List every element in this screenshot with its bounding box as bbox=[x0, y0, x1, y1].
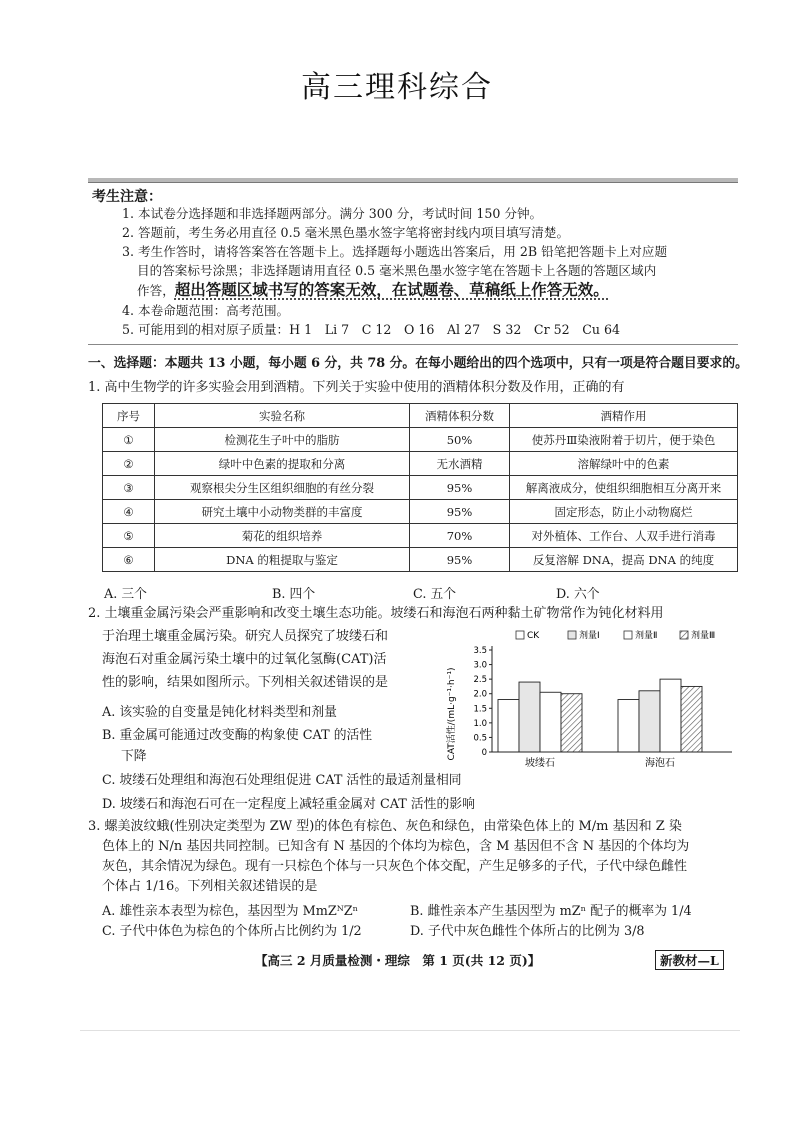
legend-swatch bbox=[624, 631, 632, 639]
q3-stem-1: 3. 螺美波纹蛾(性别决定类型为 ZW 型)的体色有棕色、灰色和绿色，由常染色体上的 M/m 基因和 Z 染 bbox=[88, 819, 682, 834]
section-heading: 一、选择题：本题共 13 小题，每小题 6 分，共 78 分。在每小题给出的四个选项中，只有一项是符合题目要求的。 bbox=[88, 356, 748, 371]
q3-stem-2: 色体上的 N/n 基因共同控制。已知含有 N 基因的个体均为棕色，含 M 基因但不含 N 基因的个体均为 bbox=[102, 839, 690, 854]
table-cell: 95% bbox=[410, 548, 510, 572]
bar bbox=[519, 682, 540, 752]
q1-option-b: B. 四个 bbox=[272, 587, 316, 602]
legend-label: CK bbox=[527, 631, 540, 641]
y-tick-label: 1.5 bbox=[473, 704, 487, 715]
table-header: 酒精作用 bbox=[510, 404, 738, 428]
notice-item-2: 2. 答题前，考生务必用直径 0.5 毫米黑色墨水签字笔将密封线内项目填写清楚。 bbox=[122, 225, 570, 240]
table-cell: 观察根尖分生区组织细胞的有丝分裂 bbox=[155, 476, 410, 500]
x-tick-label: 坡缕石 bbox=[525, 758, 555, 769]
table-cell: 95% bbox=[410, 476, 510, 500]
y-tick-label: 3.0 bbox=[473, 660, 487, 671]
notice-emphasis: 超出答题区域书写的答案无效，在试题卷、草稿纸上作答无效。 bbox=[174, 280, 609, 299]
legend-swatch bbox=[568, 631, 576, 639]
notice-item-3-cont2: 作答，超出答题区域书写的答案无效，在试题卷、草稿纸上作答无效。 bbox=[137, 280, 609, 299]
q1-stem: 1. 高中生物学的许多实验会用到酒精。下列关于实验中使用的酒精体积分数及作用，正确的有 bbox=[88, 380, 625, 395]
chart-bars bbox=[498, 679, 702, 752]
table-cell: 使苏丹Ⅲ染液附着于切片，便于染色 bbox=[510, 428, 738, 452]
q2-stem-3: 海泡石对重金属污染土壤中的过氧化氢酶(CAT)活 bbox=[102, 652, 387, 667]
q2-option-b-cont: 下降 bbox=[121, 749, 147, 764]
q2-stem-1: 2. 土壤重金属污染会严重影响和改变土壤生态功能。坡缕石和海泡石两种黏土矿物常作为钝化材料用 bbox=[88, 606, 664, 621]
chart-legend bbox=[516, 629, 715, 641]
y-tick-label: 0 bbox=[481, 748, 487, 758]
table-cell: ⑥ bbox=[103, 548, 155, 572]
chart-y-axis bbox=[473, 646, 492, 758]
table-cell: ② bbox=[103, 452, 155, 476]
table-cell: 反复溶解 DNA，提高 DNA 的纯度 bbox=[510, 548, 738, 572]
q1-table bbox=[102, 403, 738, 572]
table-header: 酒精体积分数 bbox=[410, 404, 510, 428]
table-row bbox=[103, 548, 738, 572]
table-cell: 无水酒精 bbox=[410, 452, 510, 476]
table-cell: 溶解绿叶中的色素 bbox=[510, 452, 738, 476]
chart-x-axis bbox=[492, 752, 732, 769]
q2-option-a: A. 该实验的自变量是钝化材料类型和剂量 bbox=[102, 705, 337, 720]
table-row bbox=[103, 500, 738, 524]
q2-stem-2: 于治理土壤重金属污染。研究人员探究了坡缕石和 bbox=[102, 629, 389, 644]
bar bbox=[540, 692, 561, 752]
table-cell: 95% bbox=[410, 500, 510, 524]
bar bbox=[639, 691, 660, 752]
table-cell: ⑤ bbox=[103, 524, 155, 548]
q3-option-d: D. 子代中灰色雌性个体所占的比例为 3/8 bbox=[410, 924, 645, 939]
legend-label: 剂量Ⅱ bbox=[635, 631, 658, 641]
legend-swatch bbox=[516, 631, 524, 639]
q2-option-d: D. 坡缕石和海泡石可在一定程度上减轻重金属对 CAT 活性的影响 bbox=[102, 797, 475, 812]
notice-item-5: 5. 可能用到的相对原子质量：H 1 Li 7 C 12 O 16 Al 27 S 32 Cr 52 Cu 64 bbox=[122, 322, 620, 337]
table-header: 实验名称 bbox=[155, 404, 410, 428]
table-cell: 70% bbox=[410, 524, 510, 548]
notice-item-1: 1. 本试卷分选择题和非选择题两部分。满分 300 分，考试时间 150 分钟。 bbox=[122, 206, 543, 221]
chart-y-label: CAT活性/(mL·g⁻¹·h⁻¹) bbox=[447, 667, 457, 761]
bar bbox=[618, 700, 639, 752]
q1-option-d: D. 六个 bbox=[556, 587, 600, 602]
q3-option-c: C. 子代中体色为棕色的个体所占比例约为 1/2 bbox=[102, 924, 362, 939]
table-header-row bbox=[103, 404, 738, 428]
table-cell: 菊花的组织培养 bbox=[155, 524, 410, 548]
bottom-scan-line bbox=[80, 1030, 740, 1031]
table-row bbox=[103, 476, 738, 500]
header-rule bbox=[88, 178, 738, 183]
q2-option-b: B. 重金属可能通过改变酶的构象使 CAT 的活性 bbox=[102, 728, 373, 743]
table-header: 序号 bbox=[103, 404, 155, 428]
page-title: 高三理科综合 bbox=[301, 70, 493, 105]
y-tick-label: 3.5 bbox=[473, 646, 487, 656]
q2-option-c: C. 坡缕石处理组和海泡石处理组促进 CAT 活性的最适剂量相同 bbox=[102, 773, 462, 788]
y-tick-label: 2.5 bbox=[473, 675, 487, 686]
table-cell: 50% bbox=[410, 428, 510, 452]
table-cell: DNA 的粗提取与鉴定 bbox=[155, 548, 410, 572]
table-cell: ④ bbox=[103, 500, 155, 524]
y-tick-label: 2.0 bbox=[473, 689, 487, 700]
q1-option-a: A. 三个 bbox=[104, 587, 147, 602]
table-cell: 绿叶中色素的提取和分离 bbox=[155, 452, 410, 476]
table-cell: 检测花生子叶中的脂肪 bbox=[155, 428, 410, 452]
table-cell: 固定形态，防止小动物腐烂 bbox=[510, 500, 738, 524]
q1-option-c: C. 五个 bbox=[413, 587, 457, 602]
q3-option-a: A. 雄性亲本表型为棕色，基因型为 MmZᴺZⁿ bbox=[102, 904, 359, 919]
y-tick-label: 1.0 bbox=[473, 718, 487, 729]
table-cell: 研究土壤中小动物类群的丰富度 bbox=[155, 500, 410, 524]
table-row bbox=[103, 452, 738, 476]
q3-stem-3: 灰色，其余情况为绿色。现有一只棕色个体与一只灰色个体交配，产生足够多的子代，子代中绿色雌性 bbox=[102, 859, 688, 874]
table-cell: 对外植体、工作台、人双手进行消毒 bbox=[510, 524, 738, 548]
q3-stem-4: 个体占 1/16。下列相关叙述错误的是 bbox=[102, 879, 318, 894]
bar bbox=[681, 686, 702, 752]
notice-item-3: 3. 考生作答时，请将答案答在答题卡上。选择题每小题选出答案后，用 2B 铅笔把答题卡上对应题 bbox=[122, 244, 668, 259]
table-cell: 解离液成分，使组织细胞相互分离开来 bbox=[510, 476, 738, 500]
notice-heading: 考生注意： bbox=[92, 189, 162, 205]
footer-text: 【高三 2 月质量检测・理综 第 1 页(共 12 页)】 bbox=[255, 953, 541, 968]
section-divider bbox=[88, 344, 738, 345]
legend-swatch bbox=[680, 631, 688, 639]
notice-item-3-cont: 目的答案标号涂黑；非选择题请用直径 0.5 毫米黑色墨水签字笔在答题卡上各题的答题区域内 bbox=[137, 263, 657, 278]
q3-option-b: B. 雌性亲本产生基因型为 mZⁿ 配子的概率为 1/4 bbox=[410, 904, 692, 919]
bar bbox=[498, 700, 519, 752]
table-row bbox=[103, 524, 738, 548]
table-cell: ③ bbox=[103, 476, 155, 500]
bar bbox=[561, 694, 582, 752]
table-row bbox=[103, 428, 738, 452]
legend-label: 剂量Ⅲ bbox=[691, 631, 716, 641]
x-tick-label: 海泡石 bbox=[645, 758, 675, 769]
table-cell: ① bbox=[103, 428, 155, 452]
notice-item-4: 4. 本卷命题范围：高考范围。 bbox=[122, 303, 290, 318]
cat-activity-chart bbox=[440, 624, 740, 774]
bar bbox=[660, 679, 681, 752]
footer-tag: 新教材—L bbox=[655, 950, 724, 970]
q2-stem-4: 性的影响，结果如图所示。下列相关叙述错误的是 bbox=[102, 675, 389, 690]
legend-label: 剂量Ⅰ bbox=[579, 631, 600, 641]
y-tick-label: 0.5 bbox=[473, 733, 487, 744]
